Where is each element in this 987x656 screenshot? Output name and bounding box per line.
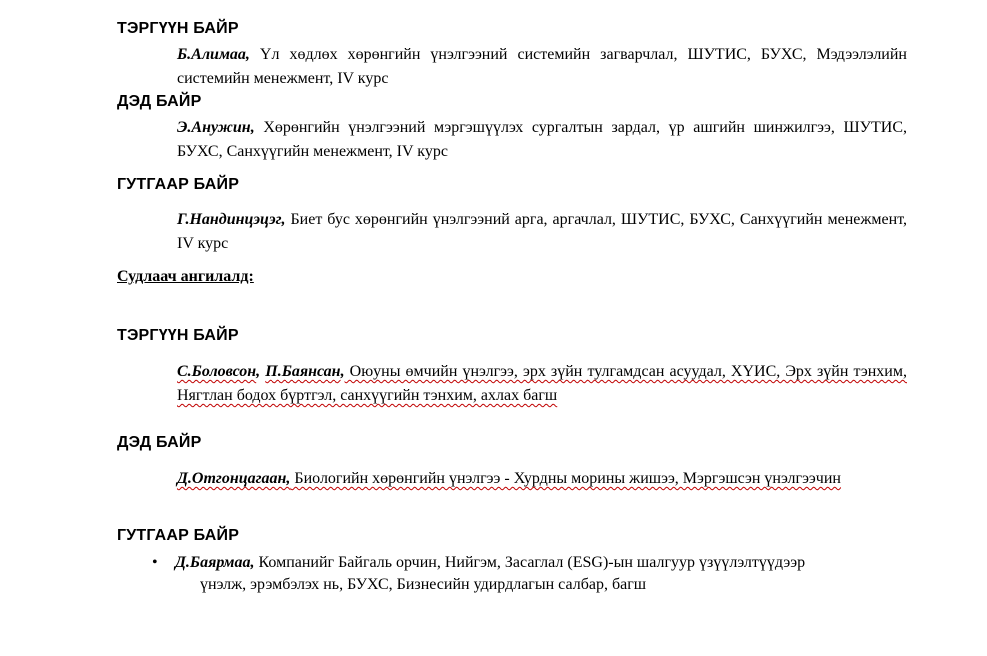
heading-second-place: ДЭД БАЙР (117, 93, 202, 110)
entry-bayarmaa (175, 552, 907, 596)
entry-bolovson-bayansan (177, 360, 907, 408)
author-name: Д.Баярмаа, (175, 554, 255, 571)
author-name: Г.Нандинцэцэг, (177, 211, 286, 228)
entry-text: Үл хөдлөх хөрөнгийн үнэлгээний системийн загварчлал, ШУТИС, БУХС, Мэдээлэлийн системийн менежмент, IV курс (177, 46, 907, 87)
author-name: П.Баянсан (265, 363, 341, 380)
heading-first-place-researcher: ТЭРГҮҮН БАЙР (117, 327, 239, 344)
entry-text-line1: Компанийг Байгаль орчин, Нийгэм, Засаглал (ESG)-ын шалгуур үзүүлэлтүүдээр (254, 554, 806, 571)
author-name: Э.Анужин, (177, 119, 255, 136)
author-name: С.Боловсон (177, 363, 257, 380)
entry-alimaa (177, 43, 907, 91)
entry-text: Хөрөнгийн үнэлгээний мэргэшүүлэх сургалтын зардал, үр ашгийн шинжилгээ, ШУТИС, БУХС, Санхүүгийн менежмент, IV курс (177, 119, 907, 160)
entry-nandintsetseg (177, 208, 907, 256)
name-separator: , (256, 363, 266, 380)
entry-text: Биологийн хөрөнгийн үнэлгээ - Хурдны морины жишээ, Мэргэшсэн үнэлгээчин (290, 470, 841, 487)
name-comma: , (340, 363, 345, 380)
list-item (152, 552, 907, 596)
heading-first-place: ТЭРГҮҮН БАЙР (117, 20, 239, 37)
author-name: Б.Алимаа, (177, 46, 250, 63)
entry-text: Оюуны өмчийн үнэлгээ, эрх зүйн тулгамдсан асуудал, ХҮИС, Эрх зүйн тэнхим, Нягтлан бодох бүртгэл, санхүүгийн тэнхим, ахлах багш (177, 363, 907, 404)
heading-third-place-researcher: ГУТГААР БАЙР (117, 527, 240, 544)
bullet-icon: • (152, 554, 158, 571)
heading-second-place-researcher: ДЭД БАЙР (117, 434, 202, 451)
entry-otgontsagaan (177, 467, 907, 491)
entry-text: Биет бус хөрөнгийн үнэлгээний арга, аргачлал, ШУТИС, БУХС, Санхүүгийн менежмент, IV курс (177, 211, 907, 252)
researcher-category-heading: Судлаач ангилалд: (117, 268, 254, 285)
entry-anujin (177, 116, 907, 164)
author-name: Д.Отгонцагаан, (177, 470, 291, 487)
heading-third-place: ГУТГААР БАЙР (117, 176, 240, 193)
entry-text-line2: үнэлж, эрэмбэлэх нь, БУХС, Бизнесийн удирдлагын салбар, багш (200, 576, 647, 593)
